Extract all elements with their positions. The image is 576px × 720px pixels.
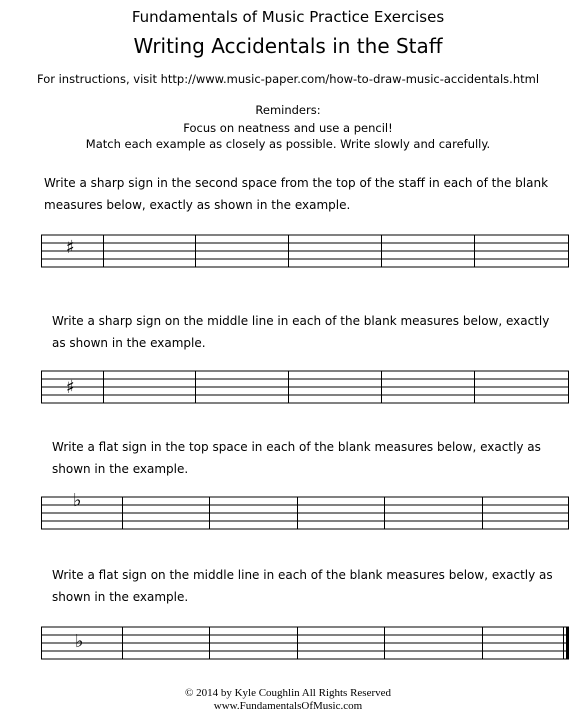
exercise-4-prompt: Write a flat sign on the middle line in each of the blank measures below, exactly as shown in the example. — [52, 568, 553, 604]
reminder-neatness: Focus on neatness and use a pencil! — [183, 121, 393, 135]
reminders-heading: Reminders: — [255, 103, 321, 117]
example-flat-sign: ♭ — [73, 490, 82, 511]
footer-website: www.FundamentalsOfMusic.com — [213, 700, 363, 712]
page-title: Writing Accidentals in the Staff — [133, 34, 443, 58]
exercise-3-prompt: Write a flat sign in the top space in each of the blank measures below, exactly as shown in the example. — [52, 440, 541, 476]
exercise-3-staff — [0, 490, 576, 537]
example-flat-sign: ♭ — [75, 631, 84, 652]
series-title: Fundamentals of Music Practice Exercises — [131, 8, 445, 26]
exercise-1-prompt: Write a sharp sign in the second space from the top of the staff in each of the blank measures below, exactly as shown in the example. — [44, 176, 549, 212]
footer-copyright: © 2014 by Kyle Coughlin All Rights Reserved — [184, 687, 392, 699]
example-sharp-sign: ♯ — [66, 377, 75, 398]
final-barline — [566, 627, 569, 659]
example-sharp-sign: ♯ — [66, 237, 75, 258]
exercise-2-prompt: Write a sharp sign on the middle line in each of the blank measures below, exactly as shown in the example. — [52, 314, 550, 350]
exercise-2-staff — [0, 371, 576, 411]
reminder-match-example: Match each example as closely as possible. Write slowly and carefully. — [85, 137, 491, 151]
exercise-4-staff — [0, 627, 576, 667]
instructions-text: For instructions, visit http://www.music-paper.com/how-to-draw-music-accidentals.html — [36, 72, 540, 86]
exercise-1-staff — [0, 235, 576, 275]
